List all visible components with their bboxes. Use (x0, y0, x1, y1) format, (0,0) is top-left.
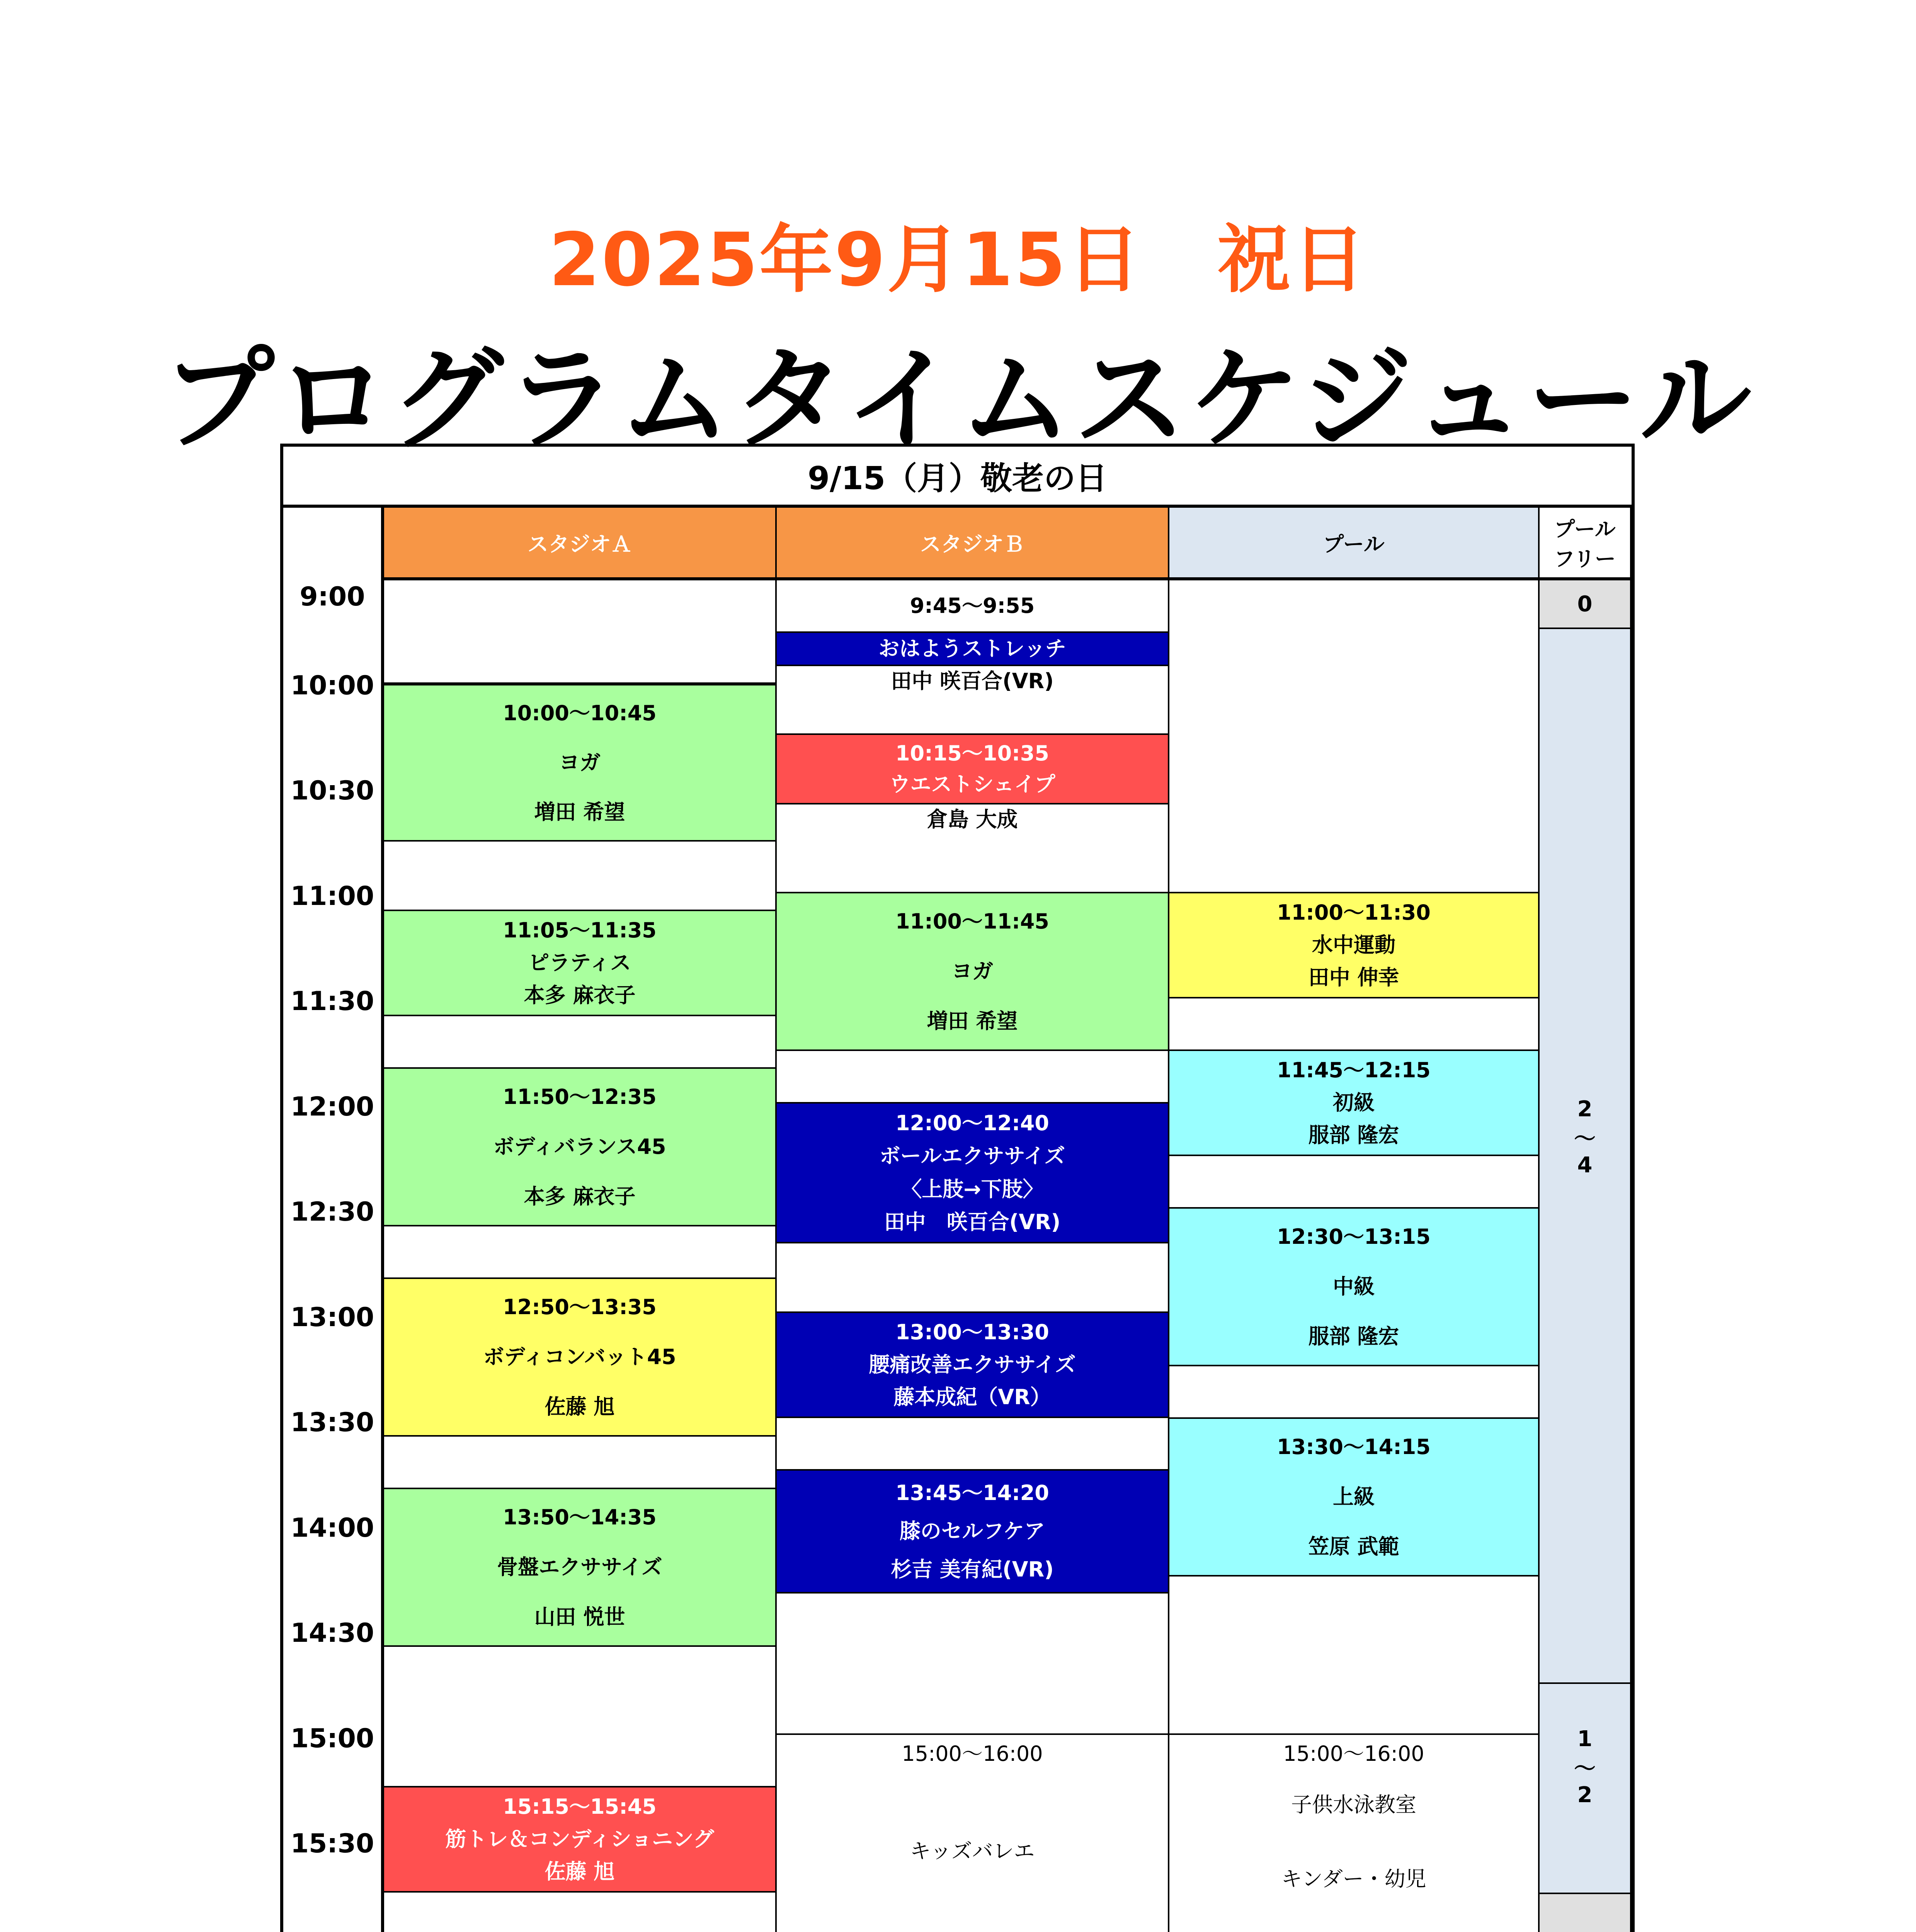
studio-b-lesson-banner[interactable] (775, 631, 1169, 666)
lesson-name: 初級 (1333, 1090, 1375, 1115)
studio-a-empty (383, 1225, 777, 1279)
pool-empty (1168, 1575, 1540, 1735)
lesson-instructor: 笠原 武範 (1308, 1534, 1399, 1559)
studio-b-lesson[interactable] (775, 1311, 1169, 1418)
time-label: 11:00 (290, 881, 374, 912)
lesson-name: おはようストレッチ (878, 636, 1066, 661)
pool-free-header (1538, 506, 1632, 579)
pool-lesson[interactable] (1168, 892, 1540, 998)
pool-lesson[interactable] (1168, 1049, 1540, 1156)
lesson-instructor: 杉吉 美有紀(VR) (891, 1557, 1054, 1582)
time-label: 13:00 (290, 1302, 374, 1333)
date-title: 2025年9月15日 祝日 (549, 217, 1367, 303)
lesson-instructor: 服部 隆宏 (1308, 1122, 1399, 1147)
lesson-time: 12:30～13:15 (1277, 1224, 1431, 1249)
pool-empty (1168, 997, 1540, 1051)
studio-a-header: スタジオＡ (383, 506, 777, 579)
pool-empty (1168, 1155, 1540, 1209)
lesson-name: ボディバランス45 (493, 1134, 666, 1159)
lesson-name: 膝のセルフケア (899, 1519, 1045, 1543)
pool-free-value: 2 (1577, 1782, 1593, 1808)
lesson-name: ボディコンバット45 (483, 1344, 676, 1369)
lesson-instructor: 佐藤 旭 (545, 1395, 615, 1419)
lesson-time: 11:50～12:35 (503, 1084, 657, 1109)
lesson-time: 15:00～16:00 (1283, 1742, 1424, 1766)
lesson-time: 11:00～11:30 (1277, 900, 1431, 925)
time-label: 10:30 (290, 776, 374, 806)
pool-free-value: 0 (1577, 591, 1593, 617)
day-label: 9/15（月）敬老の日 (807, 460, 1108, 497)
studio-a-lesson[interactable] (383, 1067, 777, 1226)
pool-free-header-line2: フリー (1554, 547, 1616, 571)
time-label: 14:00 (290, 1513, 374, 1543)
lesson-name: ボールエクササイズ (879, 1144, 1065, 1168)
lesson-name: 上級 (1333, 1484, 1375, 1509)
time-label: 15:30 (290, 1828, 374, 1859)
pool-free-count (1538, 628, 1632, 1684)
lesson-time: 15:15～15:45 (503, 1794, 657, 1819)
lesson-instructor: 服部 隆宏 (1308, 1324, 1399, 1349)
time-label: 13:30 (290, 1407, 374, 1438)
lesson-instructor: 佐藤 旭 (545, 1859, 615, 1884)
pool-lesson[interactable] (1168, 1417, 1540, 1577)
pool-free-count (1538, 1893, 1632, 1932)
studio-a-empty (383, 1015, 777, 1069)
pool-free-value: ～ (1574, 1756, 1596, 1781)
studio-b-empty (775, 1417, 1169, 1471)
lesson-time: 13:50～14:35 (503, 1505, 657, 1529)
pool-lesson[interactable] (1168, 1207, 1540, 1366)
lesson-instructor: 本多 麻衣子 (524, 983, 636, 1007)
studio-a-empty (383, 1645, 777, 1787)
time-label: 15:00 (290, 1723, 374, 1754)
pool-free-count (1538, 1682, 1632, 1894)
studio-b-lesson[interactable] (775, 892, 1169, 1051)
lesson-time: 11:45～12:15 (1277, 1058, 1431, 1082)
studio-b-lesson-info (775, 803, 1169, 893)
pool-header: プール (1168, 506, 1540, 579)
lesson-class: キンダー・幼児 (1281, 1867, 1426, 1891)
lesson-instructor: 田中 伸幸 (1308, 965, 1399, 990)
pool-free-value: 2 (1577, 1097, 1593, 1122)
lesson-name: 腰痛改善エクササイズ (869, 1352, 1076, 1377)
lesson-time: 10:00～10:45 (503, 701, 657, 725)
pool-lesson[interactable] (1168, 1733, 1540, 1932)
studio-b-empty (775, 1049, 1169, 1104)
studio-a-empty (383, 1891, 777, 1932)
time-label: 9:00 (299, 582, 365, 612)
time-label: 12:00 (290, 1092, 374, 1122)
lesson-time: 11:05～11:35 (503, 918, 657, 942)
pool-free-value: 1 (1577, 1726, 1593, 1752)
time-label: 11:30 (290, 986, 374, 1017)
lesson-time: 10:15～10:35 (895, 741, 1049, 765)
lesson-instructor: 本多 麻衣子 (524, 1184, 636, 1209)
lesson-instructor: 増田 希望 (534, 799, 625, 824)
lesson-time: 11:00～11:45 (895, 909, 1049, 934)
pool-free-value: 4 (1577, 1153, 1593, 1178)
lesson-instructor: 藤本成紀（VR） (893, 1384, 1051, 1409)
studio-b-header: スタジオＢ (775, 506, 1169, 579)
lesson-name: キッズバレエ (910, 1839, 1035, 1864)
studio-b-lesson[interactable] (775, 1733, 1169, 1932)
studio-a-empty (383, 1435, 777, 1489)
lesson-instructor: 山田 悦世 (534, 1605, 625, 1629)
time-label: 12:30 (290, 1197, 374, 1227)
lesson-name: ウエストシェイプ (889, 772, 1055, 796)
studio-b-lesson[interactable] (775, 1469, 1169, 1594)
studio-b-lesson[interactable] (775, 579, 1169, 633)
lesson-name: 骨盤エクササイズ (497, 1554, 662, 1579)
lesson-name: 子供水泳教室 (1291, 1793, 1416, 1817)
studio-a-empty (383, 579, 777, 684)
lesson-name: ピラティス (528, 950, 631, 975)
main-title: プログラムタイムスケジュール (162, 335, 1754, 465)
lesson-instructor: 倉島 大成 (927, 807, 1018, 832)
lesson-subtitle: 〈上肢→下肢〉 (901, 1177, 1044, 1201)
lesson-name: ヨガ (951, 959, 993, 983)
pool-empty (1168, 1365, 1540, 1419)
pool-free-value: ～ (1574, 1126, 1596, 1151)
lesson-instructor: 田中 咲百合(VR) (884, 1210, 1061, 1235)
lesson-instructor: 田中 咲百合(VR) (891, 669, 1054, 693)
lesson-time: 9:45～9:55 (910, 593, 1035, 618)
lesson-name: ヨガ (559, 750, 601, 775)
studio-a-lesson[interactable] (383, 1786, 777, 1893)
lesson-time: 13:30～14:15 (1277, 1434, 1431, 1459)
lesson-instructor: 増田 希望 (927, 1009, 1018, 1034)
studio-a-lesson[interactable] (383, 684, 777, 842)
lesson-name: 中級 (1333, 1274, 1375, 1299)
pool-free-header-line1: プール (1554, 517, 1616, 541)
lesson-time: 12:50～13:35 (503, 1294, 657, 1319)
lesson-time: 13:00～13:30 (895, 1320, 1049, 1344)
studio-a-lesson[interactable] (383, 1488, 777, 1647)
time-label: 14:30 (290, 1618, 374, 1648)
lesson-name: 水中運動 (1312, 932, 1395, 957)
lesson-name: 筋トレ＆コンディショニング (445, 1827, 714, 1851)
studio-b-empty (775, 1592, 1169, 1735)
studio-a-empty (383, 840, 777, 911)
lesson-time: 12:00～12:40 (895, 1111, 1049, 1135)
studio-b-lesson[interactable] (775, 1102, 1169, 1243)
studio-a-lesson[interactable] (383, 1277, 777, 1437)
pool-free-count (1538, 579, 1632, 629)
pool-empty (1168, 579, 1540, 893)
lesson-time: 13:45～14:20 (895, 1480, 1049, 1505)
studio-b-lesson-info (775, 665, 1169, 735)
studio-b-empty (775, 1242, 1169, 1313)
lesson-time: 15:00～16:00 (902, 1742, 1043, 1766)
studio-a-lesson[interactable] (383, 910, 777, 1016)
studio-b-lesson[interactable] (775, 733, 1169, 804)
time-label: 10:00 (290, 670, 374, 701)
